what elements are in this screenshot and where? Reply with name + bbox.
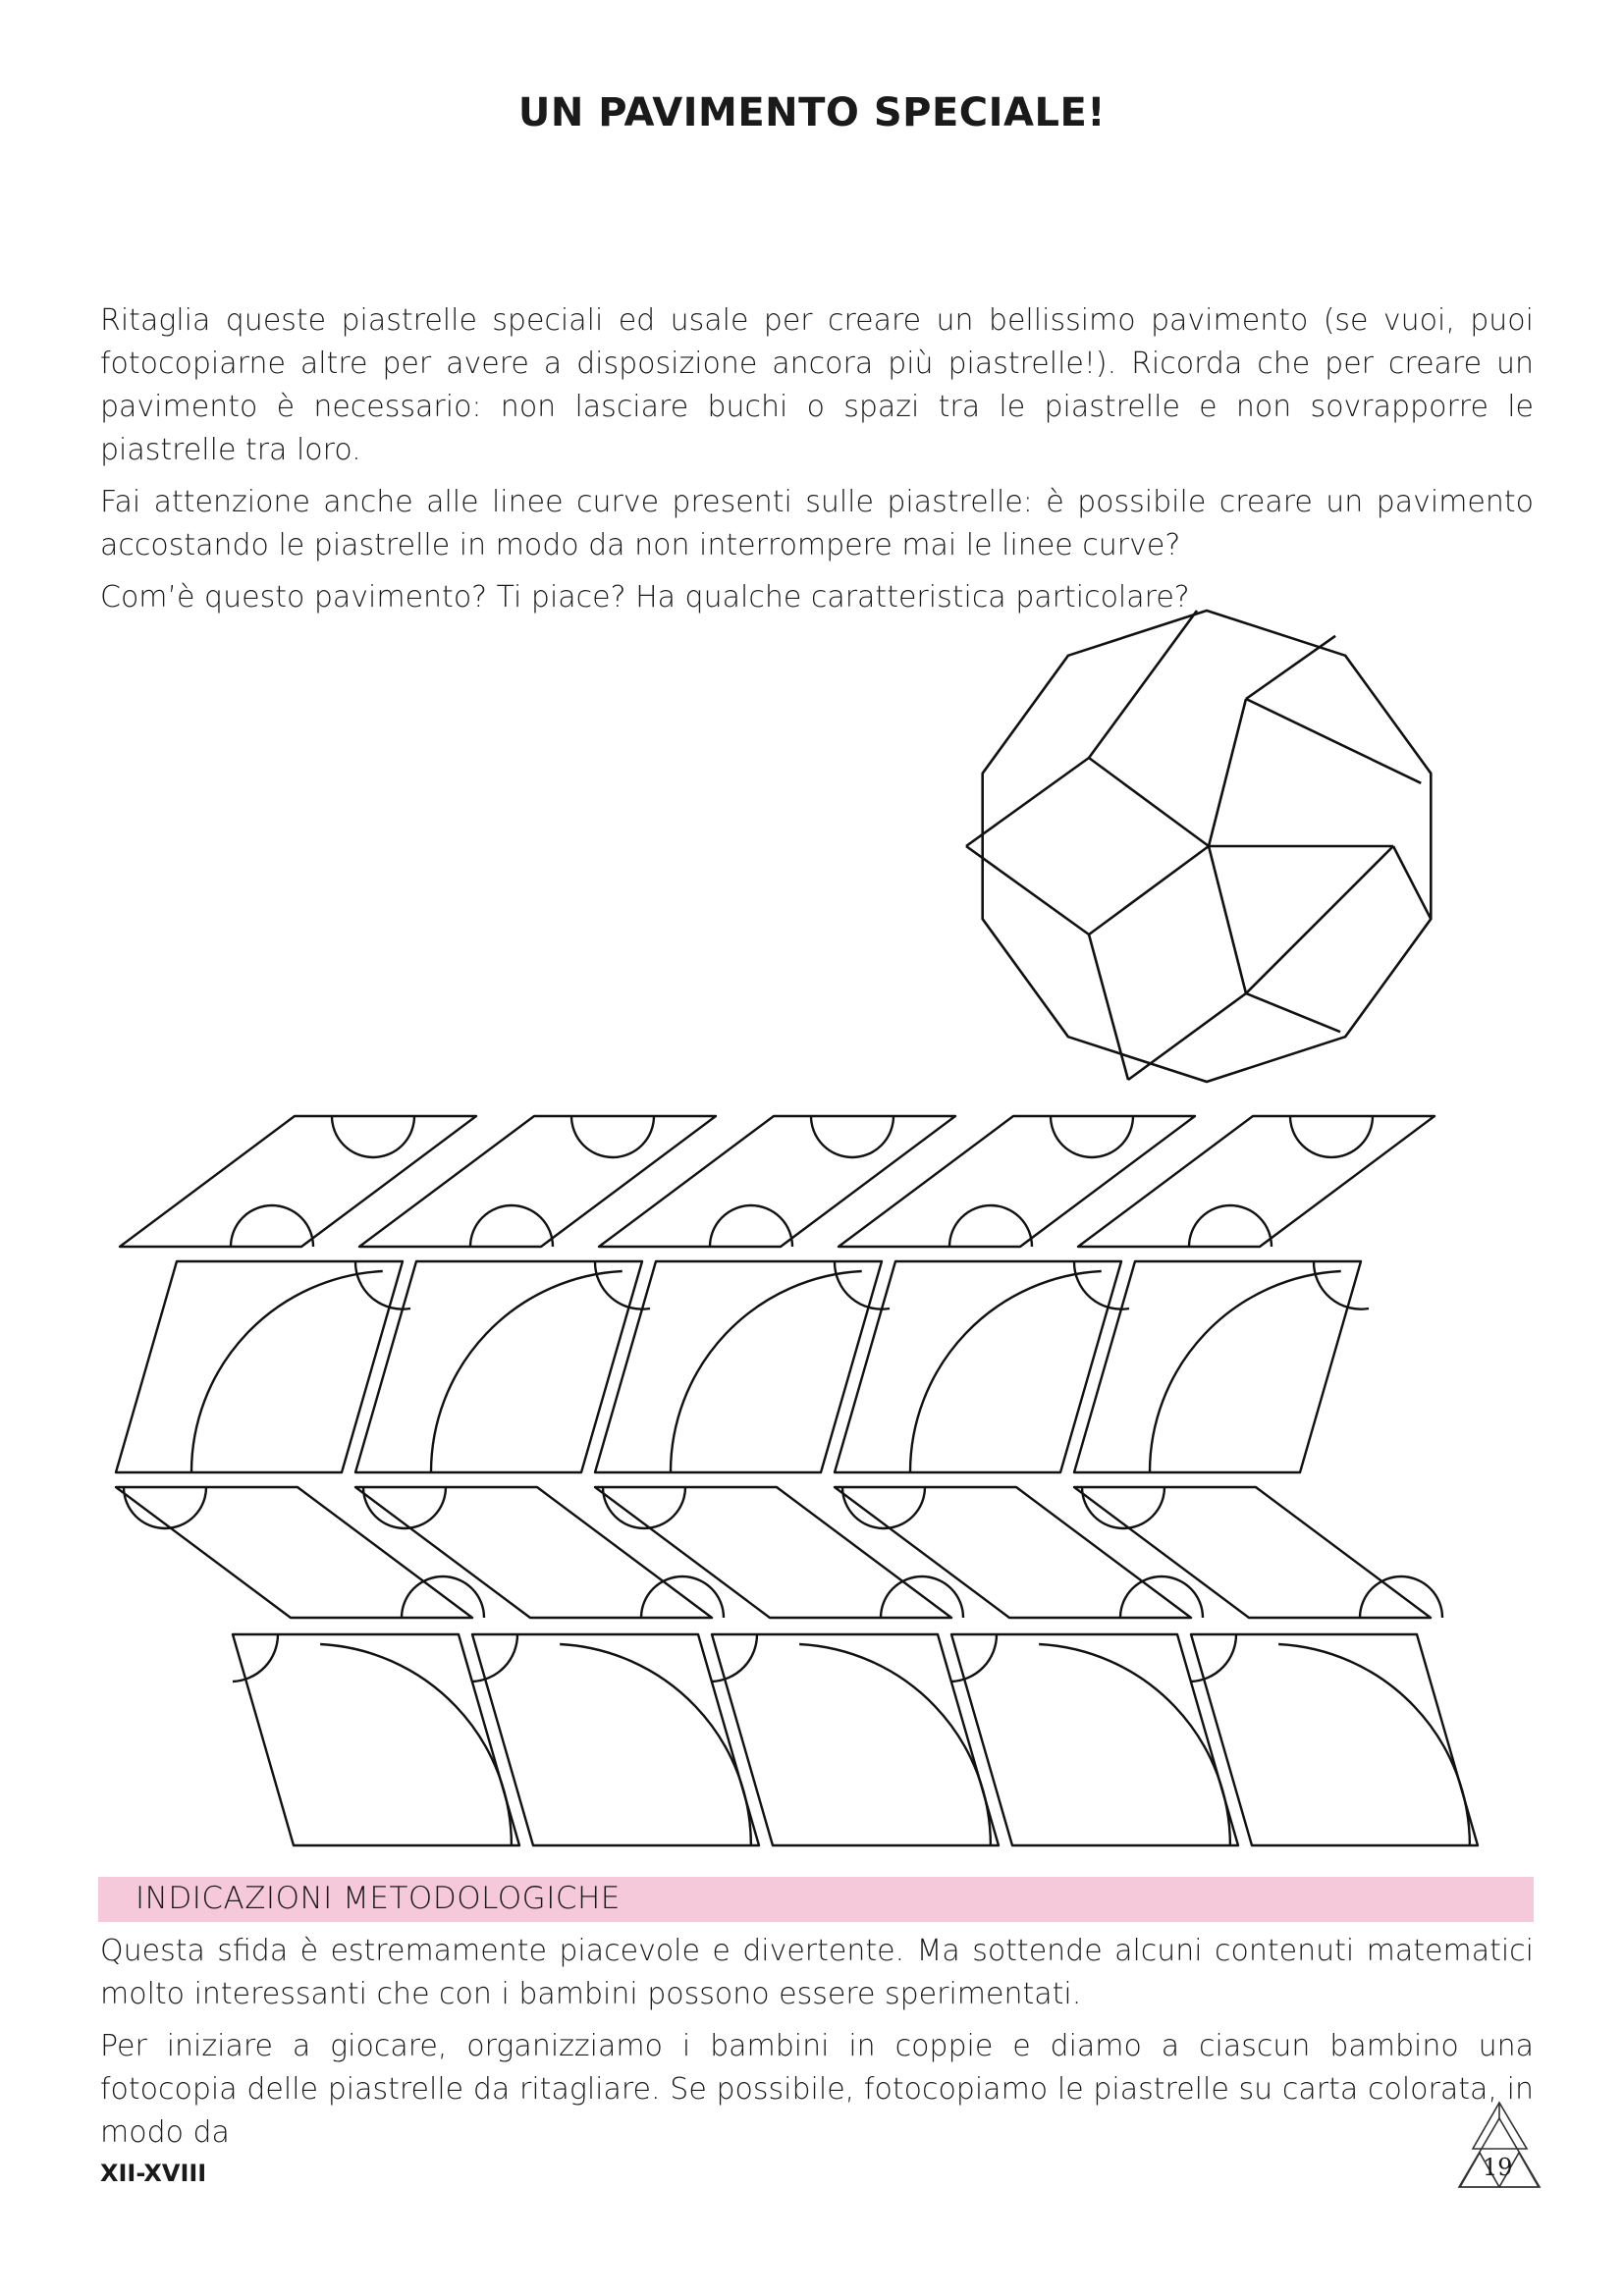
rhombus-edge: [1089, 758, 1209, 846]
tile-arc-small: [1074, 1261, 1129, 1309]
tile-arc-large: [1150, 1271, 1341, 1472]
rhombus-edge: [1089, 934, 1128, 1080]
intro-paragraph: Ritaglia queste piastrelle speciali ed usale per creare un bellissimo pavimento (se vuoi, puoi fotocopiarne altre per avere a disposizione ancora più piastrelle!). Ricorda che per creare un pavimento è necessario: non lasciare buchi o spazi tra le piastrelle e non sovrapporre le piastrelle tra loro.: [100, 303, 1534, 467]
thin-rhombus-tile: [116, 1487, 472, 1618]
tile-arc: [332, 1116, 414, 1157]
tile-arc-small: [1314, 1261, 1369, 1309]
rhombus-edge: [1128, 993, 1246, 1080]
rhombus-edge: [1089, 846, 1209, 934]
tile-arc: [1051, 1116, 1133, 1157]
footer-grade-label: XII-XVIII: [100, 2160, 207, 2187]
rhombus-edge: [1246, 699, 1421, 783]
tile-arc: [842, 1487, 925, 1528]
tile-arc-large: [671, 1271, 862, 1472]
tile-arc: [1290, 1116, 1373, 1157]
rhombus-edge: [1246, 636, 1335, 699]
tile-arc: [363, 1487, 446, 1528]
tile-arc-large: [910, 1271, 1102, 1472]
rhombus-edge: [1393, 846, 1431, 919]
thin-rhombus-tile: [599, 1116, 955, 1247]
thin-rhombus-tile: [595, 1487, 951, 1618]
thin-rhombus-tile: [1074, 1487, 1431, 1618]
wide-rhombus-tile: [835, 1261, 1121, 1472]
rhombus-edge: [1209, 699, 1246, 846]
thin-rhombus-tile: [355, 1487, 712, 1618]
tile-arc: [811, 1116, 893, 1157]
tile-arc-large: [1278, 1644, 1470, 1845]
thin-rhombus-tile: [839, 1116, 1195, 1247]
tile-arc: [1189, 1205, 1272, 1247]
wide-rhombus-tile: [1074, 1261, 1361, 1472]
rhombus-edge: [1209, 846, 1246, 993]
thin-rhombus-tile: [835, 1487, 1191, 1618]
thin-rhombus-tile: [359, 1116, 716, 1247]
wide-rhombus-tile: [116, 1261, 403, 1472]
method-paragraph: Questa sfida è estremamente piacevole e divertente. Ma sottende alcuni contenuti matematici molto interessanti che con i bambini possono essere sperimentati.: [100, 1934, 1534, 2011]
rhombus-edge: [1089, 611, 1197, 758]
tile-arc: [603, 1487, 685, 1528]
page-title: UN PAVIMENTO SPECIALE!: [517, 90, 1107, 135]
tile-arc: [1082, 1487, 1164, 1528]
tile-arc: [949, 1205, 1032, 1247]
method-text: [100, 1930, 1534, 2163]
wide-rhombus-tile: [233, 1634, 519, 1845]
wide-rhombus-tile: [951, 1634, 1238, 1845]
wide-rhombus-tile: [355, 1261, 642, 1472]
tile-arc: [710, 1205, 792, 1247]
rhombus-edge: [1246, 993, 1340, 1032]
section-heading: INDICAZIONI METODOLOGICHE: [135, 1881, 621, 1916]
section-heading-band: [98, 1877, 1534, 1922]
tile-arc-small: [595, 1261, 650, 1309]
page-number: 19: [1483, 2154, 1513, 2181]
rhombus-tile-grid: [116, 1116, 1478, 1845]
wide-rhombus-tile: [595, 1261, 882, 1472]
rhombus-edge: [1246, 846, 1393, 993]
tile-arc: [571, 1116, 654, 1157]
wide-rhombus-tile: [1191, 1634, 1478, 1845]
intro-paragraph: Com’è questo pavimento? Ti piace? Ha qualche caratteristica particolare?: [100, 580, 1190, 614]
tile-arc-large: [431, 1271, 623, 1472]
wide-rhombus-tile: [712, 1634, 999, 1845]
tile-arc-small: [835, 1261, 890, 1309]
intro-paragraph: Fai attenzione anche alle linee curve presenti sulle piastrelle: è possibile creare un pavimento accostando le piastrelle in modo da non interrompere mai le linee curve?: [100, 485, 1534, 562]
tile-arc: [470, 1205, 553, 1247]
tile-arc: [124, 1487, 206, 1528]
tile-arc-small: [355, 1261, 410, 1309]
tile-arc: [231, 1205, 313, 1247]
method-paragraph: Per iniziare a giocare, organizziamo i bambini in coppie e diamo a ciascun bambino una fotocopia delle piastrelle da ritagliare. Se possibile, fotocopiamo le piastrelle su carta colorata, in modo da: [100, 2029, 1534, 2150]
tile-arc-large: [191, 1271, 383, 1472]
decagon-rhombus-figure: [966, 611, 1431, 1082]
thin-rhombus-tile: [1078, 1116, 1435, 1247]
thin-rhombus-tile: [120, 1116, 476, 1247]
wide-rhombus-tile: [472, 1634, 759, 1845]
